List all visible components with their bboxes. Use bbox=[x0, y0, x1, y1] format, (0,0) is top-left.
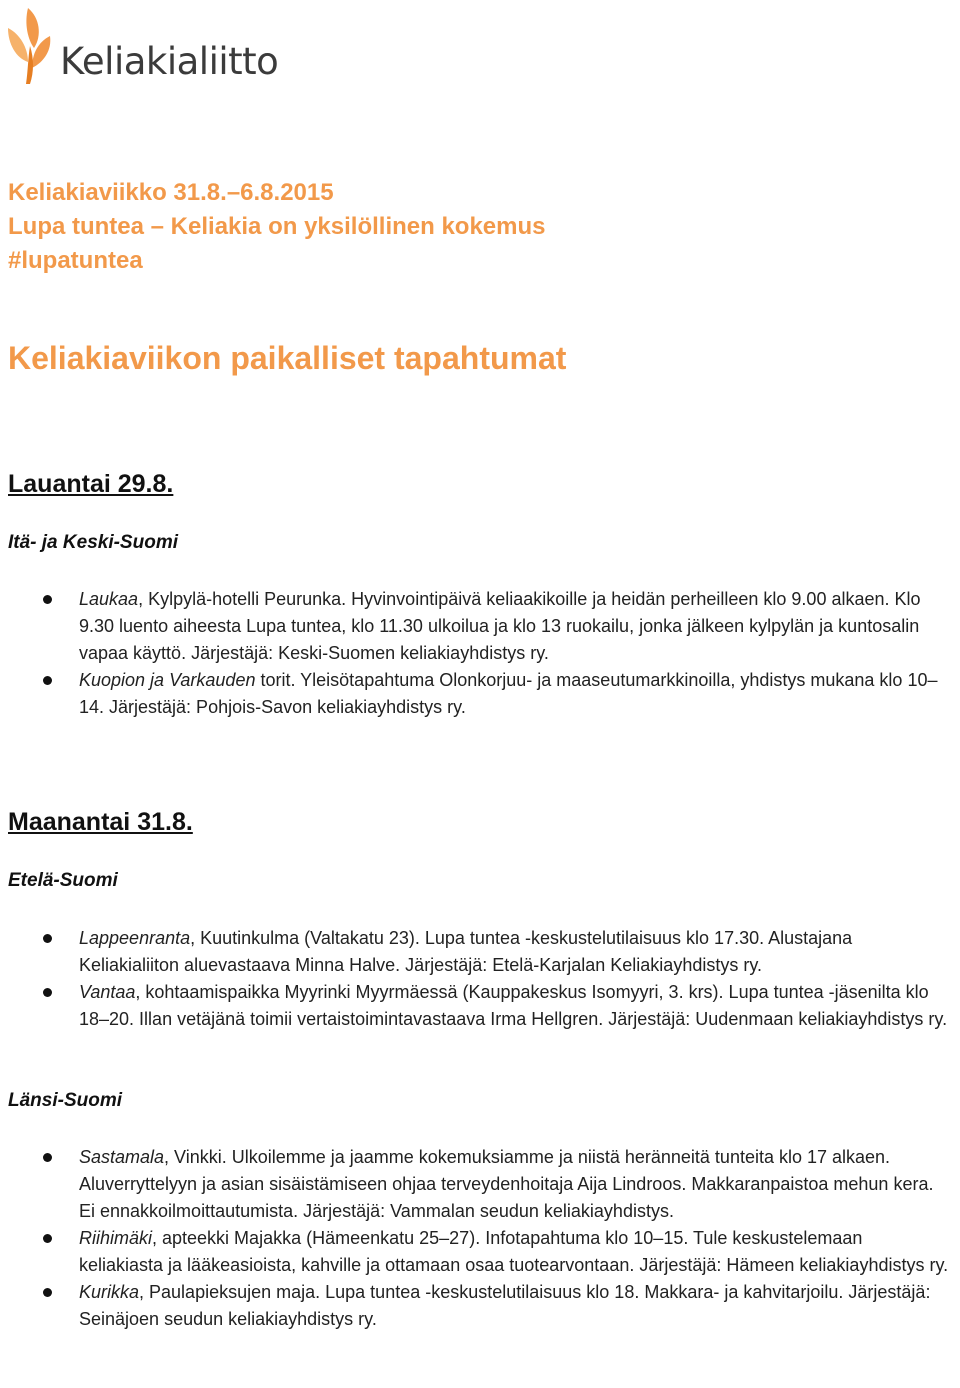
main-heading: Keliakiaviikon paikalliset tapahtumat bbox=[8, 340, 567, 376]
title-block bbox=[8, 176, 546, 278]
day-heading-monday: Maanantai 31.8. bbox=[8, 808, 193, 836]
event-details: torit. Yleisötapahtuma Olonkorjuu- ja maaseutumarkkinoilla, yhdistys mukana klo 10–14. Järjestäjä: Pohjois-Savon keliakiayhdistys ry. bbox=[79, 670, 938, 717]
event-details: , Vinkki. Ulkoilemme ja jaamme kokemuksiamme ja niistä heränneitä tunteita klo 17 alkaen. Aluverryttelyyn ja asian sisäistämiseen ohjaa terveydenhoitaja Aija Lindroos. Makkaranpaistoa mehun kera. Ei ennakkoilmoittautumista. Järjestäjä: Vammalan seudun keliakiayhdistys. bbox=[79, 1147, 934, 1221]
title-week: Keliakiaviikko 31.8.–6.8.2015 bbox=[8, 179, 334, 206]
list-item bbox=[0, 586, 949, 667]
event-place: Sastamala bbox=[79, 1147, 165, 1167]
event-place: Kuopion ja Varkauden bbox=[79, 670, 256, 690]
list-item bbox=[0, 1279, 949, 1333]
list-item bbox=[0, 979, 949, 1033]
event-place: Vantaa bbox=[79, 982, 136, 1002]
day-heading-saturday: Lauantai 29.8. bbox=[8, 470, 174, 498]
list-item bbox=[0, 925, 949, 979]
title-theme: Lupa tuntea – Keliakia on yksilöllinen kokemus bbox=[8, 213, 546, 240]
region-heading-ita-keski: Itä- ja Keski-Suomi bbox=[8, 532, 178, 553]
event-place: Kurikka bbox=[79, 1282, 140, 1302]
event-details: , apteekki Majakka (Hämeenkatu 25–27). Infotapahtuma klo 10–15. Tule keskustelemaan keliakiasta ja lääkeasioista, kahville ja ottamaan osaa tuotearvontaan. Järjestäjä: Hämeen keliakiayhdistys ry. bbox=[79, 1228, 949, 1275]
list-item bbox=[0, 667, 949, 721]
event-details: , kohtaamispaikka Myyrinki Myyrmäessä (Kauppakeskus Isomyyri, 3. krs). Lupa tuntea -jäsenilta klo 18–20. Illan vetäjänä toimii vertaistoimintavastaava Irma Hellgren. Järjestäjä: Uudenmaan keliakiayhdistys ry. bbox=[79, 982, 948, 1029]
list-item bbox=[0, 1225, 949, 1279]
event-place: Laukaa bbox=[79, 589, 139, 609]
logo-text: Keliakialiitto bbox=[60, 39, 279, 83]
event-place: Riihimäki bbox=[79, 1228, 153, 1248]
title-hashtag: #lupatuntea bbox=[8, 247, 143, 274]
region-heading-etela: Etelä-Suomi bbox=[8, 870, 118, 891]
event-details: , Kuutinkulma (Valtakatu 23). Lupa tuntea -keskustelutilaisuus klo 17.30. Alustajana Keliakialiiton aluevastaava Minna Halve. Järjestäjä: Etelä-Karjalan Keliakiayhdistys ry. bbox=[79, 928, 853, 975]
logo bbox=[4, 4, 278, 88]
event-list-ita-keski bbox=[0, 586, 949, 721]
event-details: , Kylpylä-hotelli Peurunka. Hyvinvointipäivä keliaakikoille ja heidän perheilleen klo 9.00 alkaen. Klo 9.30 luento aiheesta Lupa tuntea, klo 11.30 ulkoilua ja klo 13 ruokailu, jonka jälkeen kylpylän ja kuntosalin vapaa käyttö. Järjestäjä: Keski-Suomen keliakiayhdistys ry. bbox=[79, 589, 921, 663]
event-place: Lappeenranta bbox=[79, 928, 191, 948]
event-details: , Paulapieksujen maja. Lupa tuntea -keskustelutilaisuus klo 18. Makkara- ja kahvitarjoilu. Järjestäjä: Seinäjoen seudun keliakiayhdistys ry. bbox=[79, 1282, 931, 1329]
event-list-lansi bbox=[0, 1144, 949, 1333]
list-item bbox=[0, 1144, 949, 1225]
event-list-etela bbox=[0, 925, 949, 1033]
wheat-leaf-logo-icon bbox=[4, 6, 56, 86]
region-heading-lansi: Länsi-Suomi bbox=[8, 1090, 123, 1111]
